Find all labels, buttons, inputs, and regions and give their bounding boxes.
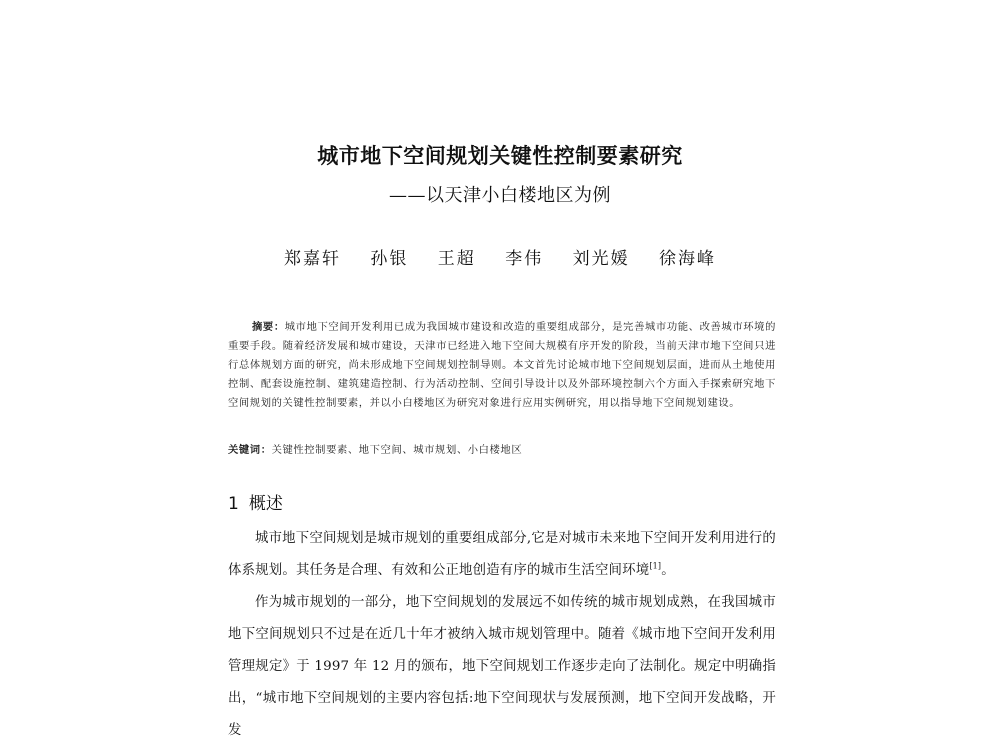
paper-subtitle: ——以天津小白楼地区为例 xyxy=(389,185,611,206)
author-name: 刘光媛 xyxy=(572,249,630,269)
section-number: 1 xyxy=(228,494,239,514)
citation-ref: [1] xyxy=(649,561,662,571)
abstract-text: 城市地下空间开发利用已成为我国城市建设和改造的重要组成部分，是完善城市功能、改善城市环境的重要手段。随着经济发展和城市建设，天津市已经进入地下空间大规模有序开发的阶段，当前天津市地下空间只进行总体规划方面的研究，尚未形成地下空间规划控制导则。本文首先讨论城市地下空间规划层面，进而从土地使用控制、配套设施控制、建筑建造控制、行为活动控制、空间引导设计以及外部环境控制六个方面入手探索研究地下空间规划的关键性控制要素，并以小白楼地区为研究对象进行应用实例研究，用以指导地下空间规划建设。 xyxy=(228,321,777,409)
paragraph-text: 城市地下空间规划是城市规划的重要组成部分,它是对城市未来地下空间开发利用进行的体系规划。其任务是合理、有效和公正地创造有序的城市生活空间环境 xyxy=(228,531,776,578)
section-body xyxy=(228,523,776,747)
keywords xyxy=(228,441,776,460)
section-title: 概述 xyxy=(248,494,283,514)
body-paragraph xyxy=(228,523,776,587)
keywords-label: 关键词： xyxy=(228,444,272,456)
author-list xyxy=(0,244,1000,269)
abstract-label: 摘要： xyxy=(252,321,285,333)
author-name: 孙银 xyxy=(370,249,409,269)
paragraph-text: 作为城市规划的一部分，地下空间规划的发展远不如传统的城市规划成熟，在我国城市地下空间规划只不过是在近几十年才被纳入城市规划管理中。随着《城市地下空间开发利用管理规定》于 1997 年 12 月的颁布，地下空间规划工作逐步走向了法制化。规定中明确指出，“城市地下空间规划的主要内容包括:地下空间现状与发展预测，地下空间开发战略，开发 xyxy=(228,595,776,738)
author-name: 郑嘉轩 xyxy=(283,249,341,269)
abstract xyxy=(228,318,776,413)
body-paragraph xyxy=(228,587,776,747)
paragraph-end: 。 xyxy=(661,563,675,578)
author-name: 李伟 xyxy=(505,249,544,269)
paper-title: 城市地下空间规划关键性控制要素研究 xyxy=(317,144,683,168)
author-name: 徐海峰 xyxy=(659,249,717,269)
keywords-text: 关键性控制要素、地下空间、城市规划、小白楼地区 xyxy=(271,444,523,456)
author-name: 王超 xyxy=(437,249,476,269)
section-heading xyxy=(228,489,283,514)
